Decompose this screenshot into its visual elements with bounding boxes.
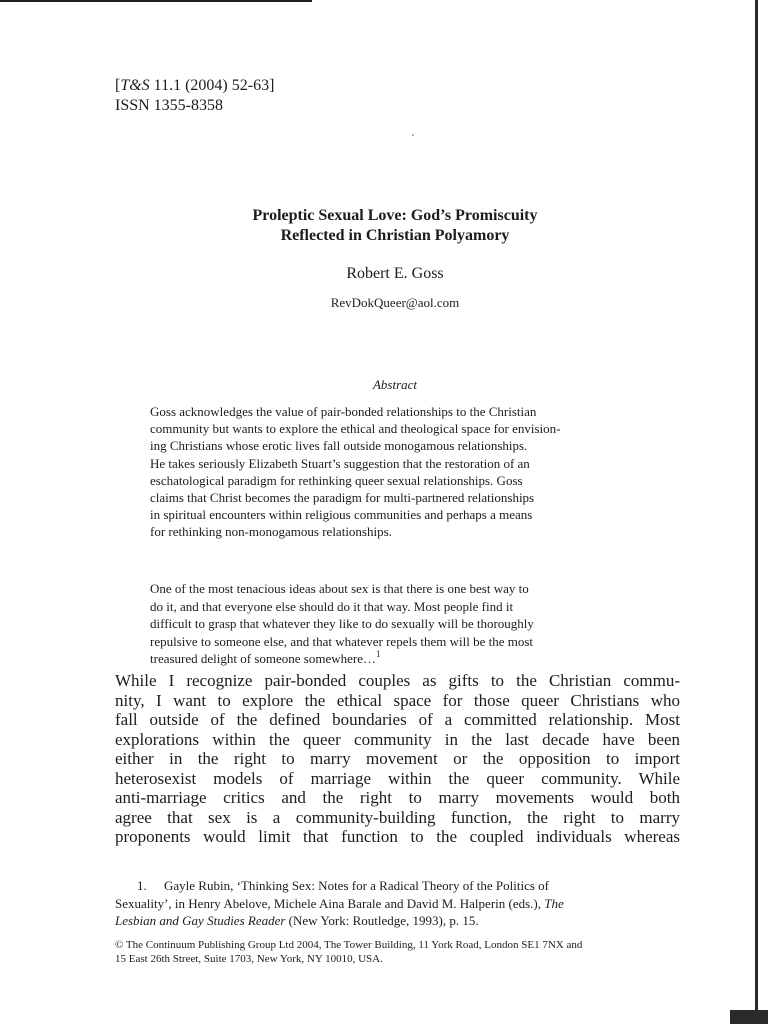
abstract-line: community but wants to explore the ethical and theological space for envision- xyxy=(150,421,561,437)
body-line: agree that sex is a community-building function, the right to marry xyxy=(115,807,680,827)
citation-bracket: [ xyxy=(115,77,121,94)
footnote xyxy=(115,877,680,930)
citation-volume-pages: 11.1 (2004) 52-63] xyxy=(149,77,275,94)
footnote-reference: 1 xyxy=(375,649,381,660)
journal-abbrev: T&S xyxy=(120,77,150,94)
abstract-line: eschatological paradigm for rethinking queer sexual relationships. Goss xyxy=(150,472,523,488)
scan-speck xyxy=(412,134,414,136)
copyright-notice xyxy=(115,938,680,966)
epigraph-line: difficult to grasp that whatever they like to do sexually will be thoroughly xyxy=(150,616,534,632)
article-title xyxy=(115,206,675,246)
scan-bottom-corner-shadow xyxy=(730,1010,768,1024)
author-email: RevDokQueer@aol.com xyxy=(330,295,460,310)
title-line-2: Reflected in Christian Polyamory xyxy=(280,227,510,244)
abstract-line: He takes seriously Elizabeth Stuart’s suggestion that the restoration of an xyxy=(150,455,530,471)
footnote-line-3 xyxy=(115,912,680,930)
body-line: fall outside of the defined boundaries of a committed relationship. Most xyxy=(115,710,680,729)
footnote-line-1 xyxy=(115,877,680,895)
body-line: nity, I want to explore the ethical space for those queer Christians who xyxy=(115,690,680,710)
body-line: explorations within the queer community in the last decade have been xyxy=(115,729,680,749)
scan-top-edge-line xyxy=(0,0,312,2)
body-line: either in the right to marry movement or the opposition to import xyxy=(115,749,680,768)
abstract-line: claims that Christ becomes the paradigm for multi-partnered relationships xyxy=(150,490,535,506)
abstract-line: ing Christians whose erotic lives fall outside monogamous relationships. xyxy=(150,438,528,454)
footnote-book-title: The xyxy=(544,895,564,911)
issn: ISSN 1355-8358 xyxy=(115,97,224,114)
footnote-text: (New York: Routledge, 1993), p. 15. xyxy=(285,913,479,928)
footnote-text: Gayle Rubin, ‘Thinking Sex: Notes for a Radical Theory of the Politics of xyxy=(164,878,549,893)
copyright-line: © The Continuum Publishing Group Ltd 2004, The Tower Building, 11 York Road, London SE1 7NX and xyxy=(115,939,583,951)
body-line: proponents would limit that function to the coupled individuals whereas xyxy=(115,827,680,846)
copyright-line: 15 East 26th Street, Suite 1703, New York, NY 10010, USA. xyxy=(115,953,383,965)
scan-right-edge-shadow xyxy=(755,0,758,1024)
abstract-line: in spiritual encounters within religious communities and perhaps a means xyxy=(150,507,533,523)
epigraph-line: treasured delight of someone somewhere… xyxy=(150,651,376,667)
journal-citation xyxy=(115,76,274,116)
footnote-book-title: Lesbian and Gay Studies Reader xyxy=(115,913,286,928)
title-line-1: Proleptic Sexual Love: God’s Promiscuity xyxy=(252,207,538,224)
body-line: heterosexist models of marriage within the queer community. While xyxy=(115,768,680,788)
body-text xyxy=(115,671,680,847)
footnote-text: Sexuality’, in Henry Abelove, Michele Aina Barale and David M. Halperin (eds.), xyxy=(115,895,545,911)
body-line: While I recognize pair-bonded couples as gifts to the Christian commu- xyxy=(115,671,680,690)
footnote-line-2 xyxy=(115,895,680,913)
epigraph-line: One of the most tenacious ideas about sex is that there is one best way to xyxy=(150,581,529,596)
citation-line xyxy=(115,76,274,96)
abstract-line: for rethinking non-monogamous relationships. xyxy=(150,524,392,540)
epigraph-line: do it, and that everyone else should do it that way. Most people find it xyxy=(150,598,514,614)
abstract-line: Goss acknowledges the value of pair-bonded relationships to the Christian xyxy=(150,404,537,419)
epigraph-quote xyxy=(150,580,645,668)
epigraph-last-line xyxy=(150,650,645,668)
footnote-number: 1. xyxy=(137,878,147,893)
body-line: anti-marriage critics and the right to marry movements would both xyxy=(115,788,680,807)
epigraph-line: repulsive to someone else, and that whatever repels them will be the most xyxy=(150,633,534,649)
author-name: Robert E. Goss xyxy=(346,265,444,282)
abstract-heading: Abstract xyxy=(372,377,418,392)
abstract-body xyxy=(150,403,645,541)
